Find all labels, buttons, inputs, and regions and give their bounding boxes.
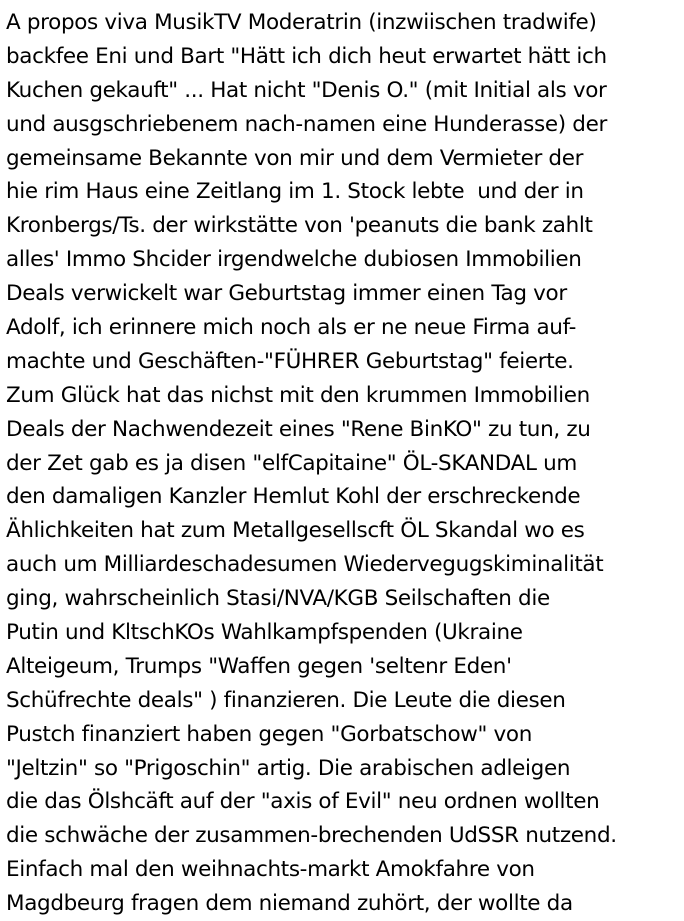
text-line-24: die das Ölshcäft auf der "axis of Evil" neu ordnen wollten: [6, 789, 600, 815]
text-line-15: den damaligen Kanzler Hemlut Kohl der erschreckende: [6, 484, 581, 510]
text-line-26: Einfach mal den weihnachts-markt Amokfahre von: [6, 857, 535, 883]
text-line-2: backfee Eni und Bart "Hätt ich dich heut erwartet hätt ich: [6, 43, 607, 69]
text-line-20: Alteigeum, Trumps "Waffen gegen 'seltenr Eden': [6, 653, 512, 679]
text-line-3: Kuchen gekauft" ... Hat nicht "Denis O." (mit Initial als vor: [6, 77, 607, 103]
text-line-21: Schüfrechte deals" ) finanzieren. Die Leute die diesen: [6, 687, 566, 713]
text-line-19: Putin und KltschKOs Wahlkampfspenden (Ukraine: [6, 620, 523, 646]
text-line-17: auch um Milliardeschadesumen Wiedervegugskiminalität: [6, 552, 604, 578]
text-line-4: und ausgschriebenem nach-namen eine Hunderasse) der: [6, 111, 607, 137]
text-line-13: Deals der Nachwendezeit eines "Rene BinKO" zu tun, zu: [6, 416, 591, 442]
text-line-12: Zum Glück hat das nichst mit den krummen Immobilien: [6, 382, 590, 408]
text-line-7: Kronbergs/Ts. der wirkstätte von 'peanuts die bank zahlt: [6, 213, 593, 239]
text-line-25: die schwäche der zusammen-brechenden UdSSR nutzend.: [6, 823, 617, 849]
text-line-10: Adolf, ich erinnere mich noch als er ne neue Firma auf-: [6, 315, 577, 341]
text-line-1: A propos viva MusikTV Moderatrin (inzwiischen tradwife): [6, 10, 597, 35]
text-line-22: Pustch finanziert haben gegen "Gorbatschow" von: [6, 721, 532, 747]
text-line-27: Magdbeurg fragen dem niemand zuhört, der wollte da: [6, 891, 573, 917]
text-line-5: gemeinsame Bekannte von mir und dem Vermieter der: [6, 145, 584, 171]
text-line-16: Ählichkeiten hat zum Metallgesellscft ÖL Skandal wo es: [6, 518, 585, 544]
text-line-6: hie rim Haus eine Zeitlang im 1. Stock lebte und der in: [6, 179, 584, 205]
text-line-18: ging, wahrscheinlich Stasi/NVA/KGB Seilschaften die: [6, 586, 550, 612]
text-line-11: machte und Geschäften-"FÜHRER Geburtstag" feierte.: [6, 348, 574, 374]
text-line-14: der Zet gab es ja disen "elfCapitaine" ÖL-SKANDAL um: [6, 450, 577, 476]
text-line-23: "Jeltzin" so "Prigoschin" artig. Die arabischen adleigen: [6, 755, 571, 781]
text-line-9: Deals verwickelt war Geburtstag immer einen Tag vor: [6, 281, 567, 307]
document-body: [6, 6, 684, 921]
text-line-8: alles' Immo Shcider irgendwelche dubiosen Immobilien: [6, 247, 582, 273]
